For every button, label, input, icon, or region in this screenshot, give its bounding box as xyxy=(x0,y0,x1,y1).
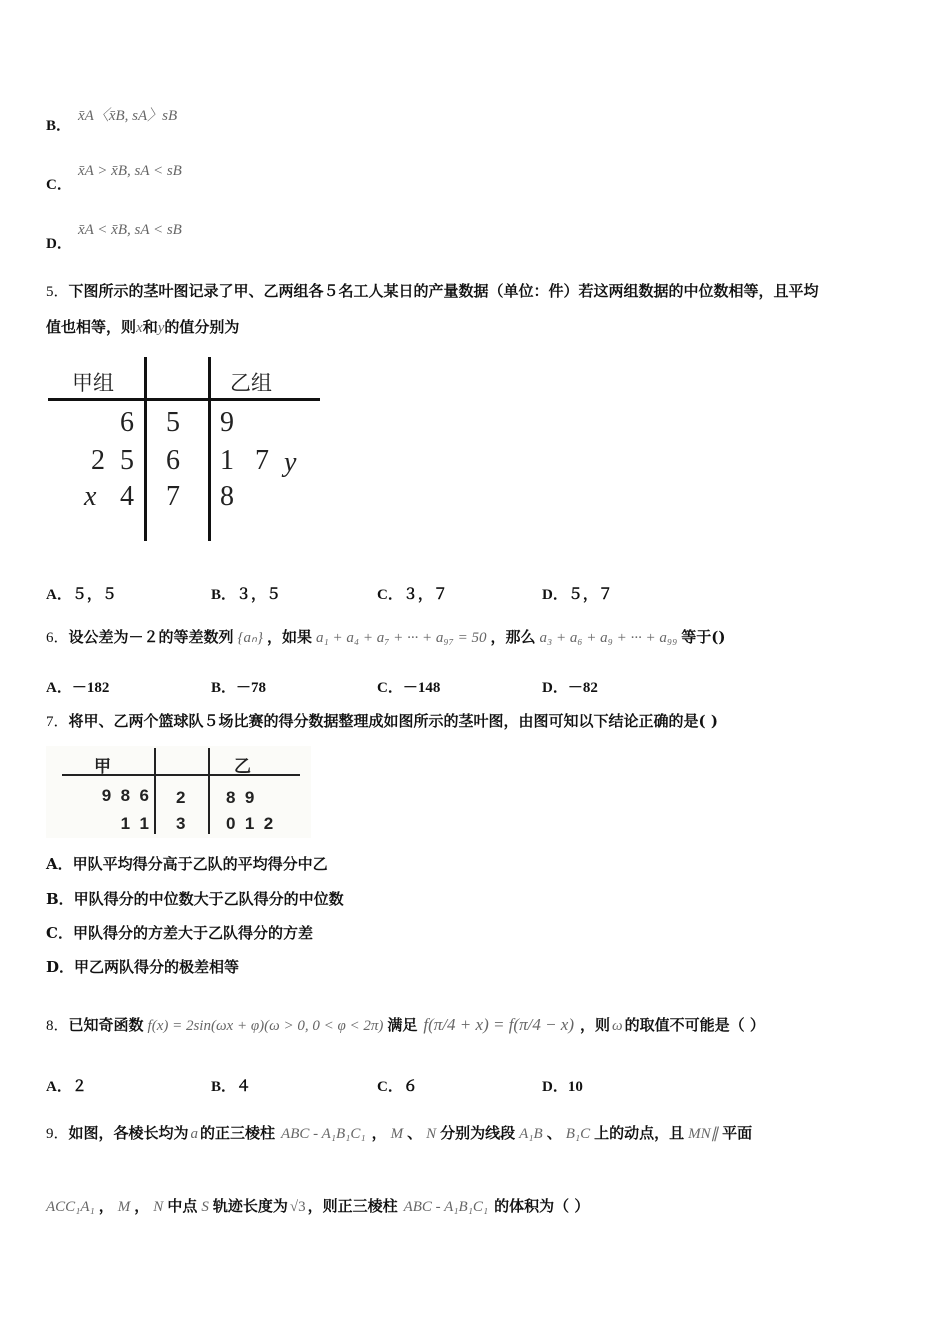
q6-option-c: C．－148 xyxy=(377,680,441,696)
q7-option-d: D．甲乙两队得分的极差相等 xyxy=(46,958,240,976)
q9-prism: ABC - A₁B₁C₁ xyxy=(281,1126,366,1142)
q9-t7: 上的动点，且 xyxy=(594,1124,685,1142)
q9-t2: 的正三棱柱 xyxy=(200,1124,276,1142)
q8-function: f(x) = 2sin(ωx + φ)(ω > 0, 0 < φ < 2π) xyxy=(147,1018,384,1034)
q8-option-b: B．４ xyxy=(211,1079,252,1095)
q9-t6: 、 xyxy=(546,1124,562,1142)
q4-option-d xyxy=(46,232,72,253)
q7-figure-vline-left xyxy=(154,748,156,834)
q6-option-d: D．－82 xyxy=(542,680,598,696)
q7-number: 7． xyxy=(46,714,69,730)
q6-text-c: ，那么 xyxy=(490,628,536,646)
q9-t14: 的体积为（ ） xyxy=(494,1197,590,1215)
q5-line2 xyxy=(46,316,239,337)
q9-N2: N xyxy=(153,1199,164,1215)
q9-t13: ，则正三棱柱 xyxy=(307,1197,398,1215)
q5-number: 5． xyxy=(46,284,69,300)
q8-text-c: ，则 xyxy=(580,1016,611,1034)
q6-text-b: ，如果 xyxy=(267,628,313,646)
q5-header-left: 甲组 xyxy=(72,371,114,395)
q9-M: M xyxy=(390,1126,404,1142)
q9-t1: 如图，各棱长均为 xyxy=(68,1124,189,1142)
q6-expr2: a₃ + a₆ + a₉ + ··· + a₉₉ xyxy=(539,630,678,646)
q4-option-c xyxy=(46,173,72,194)
q7-row1-stem: 2 xyxy=(176,788,186,807)
q5-figure-hline xyxy=(48,398,320,401)
q9-MN: MN∥ xyxy=(688,1126,719,1142)
q9-t9: ， xyxy=(98,1197,114,1215)
q5-figure-vline-right xyxy=(208,357,211,541)
q6-number: 6． xyxy=(46,630,69,646)
q5-stemleaf-figure xyxy=(46,355,326,545)
q5-header-right: 乙组 xyxy=(230,371,272,395)
q7-option-c: C．甲队得分的方差大于乙队得分的方差 xyxy=(46,924,313,942)
q9-number: 9． xyxy=(46,1126,69,1142)
q9-line1 xyxy=(46,1122,752,1143)
q8-stem xyxy=(46,1014,765,1035)
q5-row1-left: 6 xyxy=(120,407,134,438)
q8-text-b: 满足 xyxy=(387,1016,418,1034)
q8-number: 8． xyxy=(46,1018,69,1034)
q9-S: S xyxy=(201,1199,209,1215)
q5-var-y: y xyxy=(157,320,165,336)
q5-figure-vline-left xyxy=(144,357,147,541)
q8-option-a: A．２ xyxy=(46,1079,87,1095)
q7-option-b: B．甲队得分的中位数大于乙队得分的中位数 xyxy=(46,890,344,908)
q5-row3-left: 4 xyxy=(120,481,134,512)
q9-sqrt3: √3 xyxy=(289,1199,306,1215)
q5-text-c: 的值分别为 xyxy=(164,318,240,336)
q5-row2-left: 2 5 xyxy=(91,445,134,476)
q7-row2-left: 1 1 xyxy=(120,814,149,833)
q7-header-left: 甲 xyxy=(94,757,111,777)
q5-var-x: x xyxy=(136,320,143,336)
q5-option-d: D．５，７ xyxy=(542,587,613,603)
q9-t11: 中点 xyxy=(167,1197,198,1215)
q7-stemleaf-figure xyxy=(46,746,311,838)
q7-row2-right: 0 1 2 xyxy=(226,814,274,833)
q9-t8: 平面 xyxy=(722,1124,753,1142)
q8-option-d: D．10 xyxy=(542,1079,583,1095)
q7-stem xyxy=(46,710,718,731)
q8-option-c: C．６ xyxy=(377,1079,418,1095)
q9-t4: 、 xyxy=(407,1124,423,1142)
q6-sequence: {aₙ} xyxy=(237,630,264,646)
q4-option-d-label: D． xyxy=(46,236,72,252)
q6-stem xyxy=(46,626,726,647)
q5-row1-stem: 5 xyxy=(166,407,180,438)
q5-row2-y: y xyxy=(284,447,297,478)
q8-omega: ω xyxy=(612,1018,623,1034)
q9-line2 xyxy=(46,1195,589,1216)
q6-text-d: 等于() xyxy=(681,628,726,646)
q5-row3-x: x xyxy=(84,481,97,512)
q5-row1-right: 9 xyxy=(220,407,234,438)
q9-t3: ， xyxy=(371,1124,387,1142)
q9-N: N xyxy=(426,1126,437,1142)
q9-t5: 分别为线段 xyxy=(440,1124,516,1142)
q9-seg1: A₁B xyxy=(519,1126,543,1142)
q9-seg2: B₁C xyxy=(565,1126,591,1142)
q7-row1-right: 8 9 xyxy=(226,788,255,807)
q4-option-b-label: B． xyxy=(46,118,72,134)
q8-text-a: 已知奇函数 xyxy=(68,1016,144,1034)
q4-option-c-label: C． xyxy=(46,177,72,193)
q7-row1-left: 9 8 6 xyxy=(101,786,149,805)
q9-a: a xyxy=(190,1126,199,1142)
q9-t10: ， xyxy=(134,1197,150,1215)
q5-text-b: 和 xyxy=(142,318,158,336)
q8-text-d: 的取值不可能是（ ） xyxy=(624,1016,765,1034)
q7-option-a: A．甲队平均得分高于乙队的平均得分中乙 xyxy=(46,855,328,873)
q5-text-a: 值也相等，则 xyxy=(46,318,137,336)
q7-header-right: 乙 xyxy=(234,757,251,777)
q9-prism2: ABC - A₁B₁C₁ xyxy=(403,1199,489,1215)
q7-figure-vline-right xyxy=(208,748,210,834)
q6-text-a: 设公差为－２的等差数列 xyxy=(68,628,234,646)
q7-row2-stem: 3 xyxy=(176,814,186,833)
q5-line1 xyxy=(46,280,819,301)
q5-row2-stem: 6 xyxy=(166,445,180,476)
q7-text: 将甲、乙两个篮球队５场比赛的得分数据整理成如图所示的茎叶图，由图可知以下结论正确的是( ) xyxy=(68,712,718,730)
q4-option-b xyxy=(46,114,71,135)
q4-option-d-math: x̄A < x̄B, sA < sB xyxy=(78,222,182,238)
q5-row3-stem: 7 xyxy=(166,481,180,512)
q5-option-b: B．３，５ xyxy=(211,587,282,603)
q5-option-a: A．５，５ xyxy=(46,587,117,603)
q8-condition: f(π/4 + x) = f(π/4 − x) xyxy=(423,1015,574,1034)
q5-text-line1: 下图所示的茎叶图记录了甲、乙两组各５名工人某日的产量数据（单位：件）若这两组数据的中位数相等，且平均 xyxy=(68,282,819,300)
q6-option-a: A．－182 xyxy=(46,680,110,696)
q6-option-b: B．－78 xyxy=(211,680,267,696)
q5-row3-right: 8 xyxy=(220,481,234,512)
q9-plane: ACC₁A₁ xyxy=(46,1199,95,1215)
q4-option-c-math: x̄A > x̄B, sA < sB xyxy=(78,163,182,179)
q4-option-b-math: x̄A〈x̄B, sA〉sB xyxy=(78,108,178,124)
q5-row2-right: 1 7 xyxy=(220,445,269,476)
q5-option-c: C．３，７ xyxy=(377,587,448,603)
q9-t12: 轨迹长度为 xyxy=(212,1197,288,1215)
q9-M2: M xyxy=(117,1199,131,1215)
q6-expr1: a₁ + a₄ + a₇ + ··· + a₉₇ = 50 xyxy=(316,630,487,646)
